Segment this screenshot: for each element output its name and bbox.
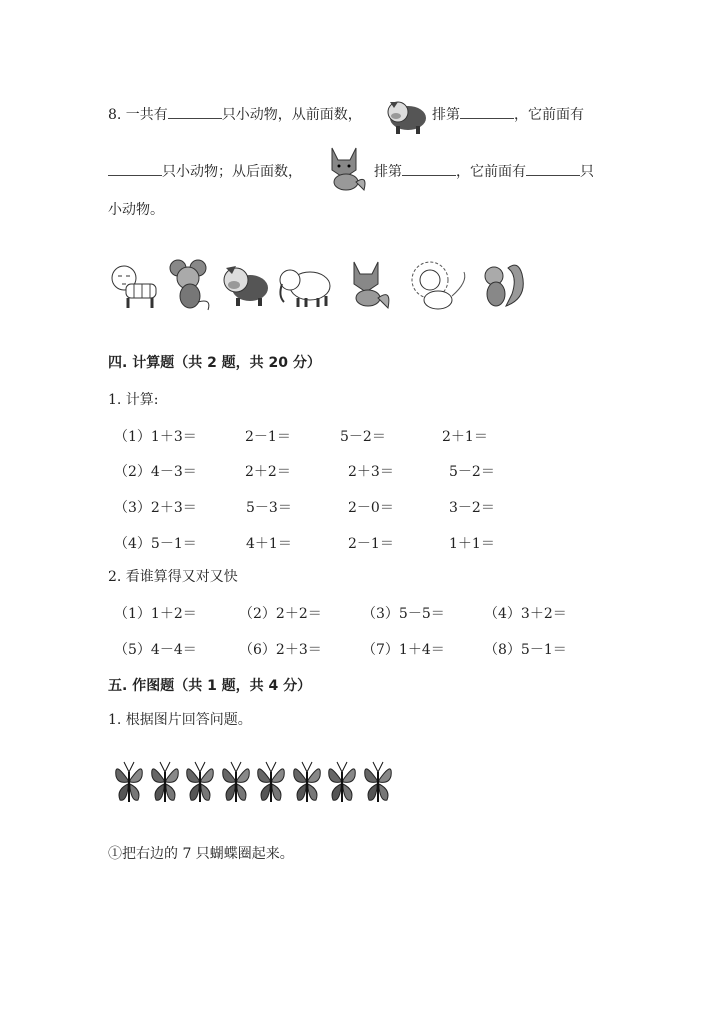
- calc-row: [0, 639, 720, 659]
- calc-row: [0, 461, 720, 481]
- answer-blank[interactable]: [460, 106, 514, 119]
- calc-item: （4）3＋2＝: [484, 606, 567, 622]
- pig-icon: [382, 96, 428, 136]
- animal-row: [108, 258, 528, 314]
- calc-item: 5－3＝: [246, 500, 292, 516]
- answer-blank[interactable]: [168, 106, 222, 119]
- calc-item: 5－2＝: [340, 429, 386, 445]
- instruction-text: ①把右边的 7 只蝴蝶圈起来。: [108, 846, 294, 862]
- calc-item: 2－1＝: [348, 536, 394, 552]
- calc-row: [0, 603, 720, 623]
- q8-text: 排第: [432, 107, 460, 123]
- tiger-icon: [108, 262, 160, 310]
- calc-item: （1）1＋2＝: [114, 606, 197, 622]
- butterfly-icon: [112, 758, 146, 806]
- elephant-icon: [276, 264, 334, 308]
- butterfly-icon: [219, 758, 253, 806]
- butterfly-icon: [148, 758, 182, 806]
- calc-row: [0, 426, 720, 446]
- butterfly-icon: [361, 758, 395, 806]
- question-title: 2. 看谁算得又对又快: [108, 569, 238, 585]
- calc-item: （3）5－5＝: [362, 606, 445, 622]
- squirrel-icon: [478, 258, 528, 312]
- butterfly-icon: [183, 758, 217, 806]
- q8-text: ，它前面有: [456, 164, 526, 180]
- q8-text: 只小动物；从后面数，: [162, 164, 302, 180]
- q8-line1: [108, 105, 362, 125]
- q8-text: 只: [580, 164, 594, 180]
- calc-item: （2）4－3＝: [114, 464, 197, 480]
- calc-item: （3）2＋3＝: [114, 500, 197, 516]
- fox-icon: [320, 144, 370, 196]
- answer-blank[interactable]: [526, 163, 580, 176]
- butterfly-row: [112, 758, 402, 810]
- calc-item: 2－1＝: [245, 429, 291, 445]
- answer-blank[interactable]: [402, 163, 456, 176]
- calc-item: 2＋2＝: [245, 464, 291, 480]
- q8-line1b: [432, 105, 584, 125]
- q8-text: 只小动物，从前面数，: [221, 107, 362, 123]
- lion-icon: [408, 260, 472, 312]
- q8-text: ，它前面有: [514, 107, 584, 123]
- calc-item: 2－0＝: [348, 500, 394, 516]
- calc-item: 4＋1＝: [246, 536, 292, 552]
- calc-item: 3－2＝: [449, 500, 495, 516]
- calc-item: （6）2＋3＝: [239, 642, 322, 658]
- q8-text: 8. 一共有: [108, 107, 168, 123]
- calc-row: [0, 533, 720, 553]
- calc-row: [0, 497, 720, 517]
- question-title: 1. 计算:: [108, 392, 159, 408]
- calc-item: （1）1＋3＝: [114, 429, 197, 445]
- calc-item: 2＋1＝: [442, 429, 488, 445]
- pig-icon: [220, 262, 270, 308]
- calc-item: （7）1＋4＝: [362, 642, 445, 658]
- question-title: 1. 根据图片回答问题。: [108, 712, 252, 728]
- section-title: 五. 作图题（共 1 题，共 4 分）: [108, 678, 312, 694]
- calc-item: 1＋1＝: [449, 536, 495, 552]
- calc-item: （4）5－1＝: [114, 536, 197, 552]
- q8-line2: [108, 162, 302, 182]
- fox-icon: [344, 258, 394, 312]
- calc-item: 5－2＝: [449, 464, 495, 480]
- answer-blank[interactable]: [108, 163, 162, 176]
- calc-item: （8）5－1＝: [484, 642, 567, 658]
- butterfly-icon: [290, 758, 324, 806]
- q8-line3: 小动物。: [108, 202, 164, 218]
- calc-item: （5）4－4＝: [114, 642, 197, 658]
- mouse-icon: [168, 258, 214, 312]
- q8-text: 排第: [374, 164, 402, 180]
- butterfly-icon: [325, 758, 359, 806]
- calc-item: 2＋3＝: [348, 464, 394, 480]
- calc-item: （2）2＋2＝: [239, 606, 322, 622]
- section-title: 四. 计算题（共 2 题，共 20 分）: [108, 355, 321, 371]
- q8-line2b: [374, 162, 594, 182]
- butterfly-icon: [254, 758, 288, 806]
